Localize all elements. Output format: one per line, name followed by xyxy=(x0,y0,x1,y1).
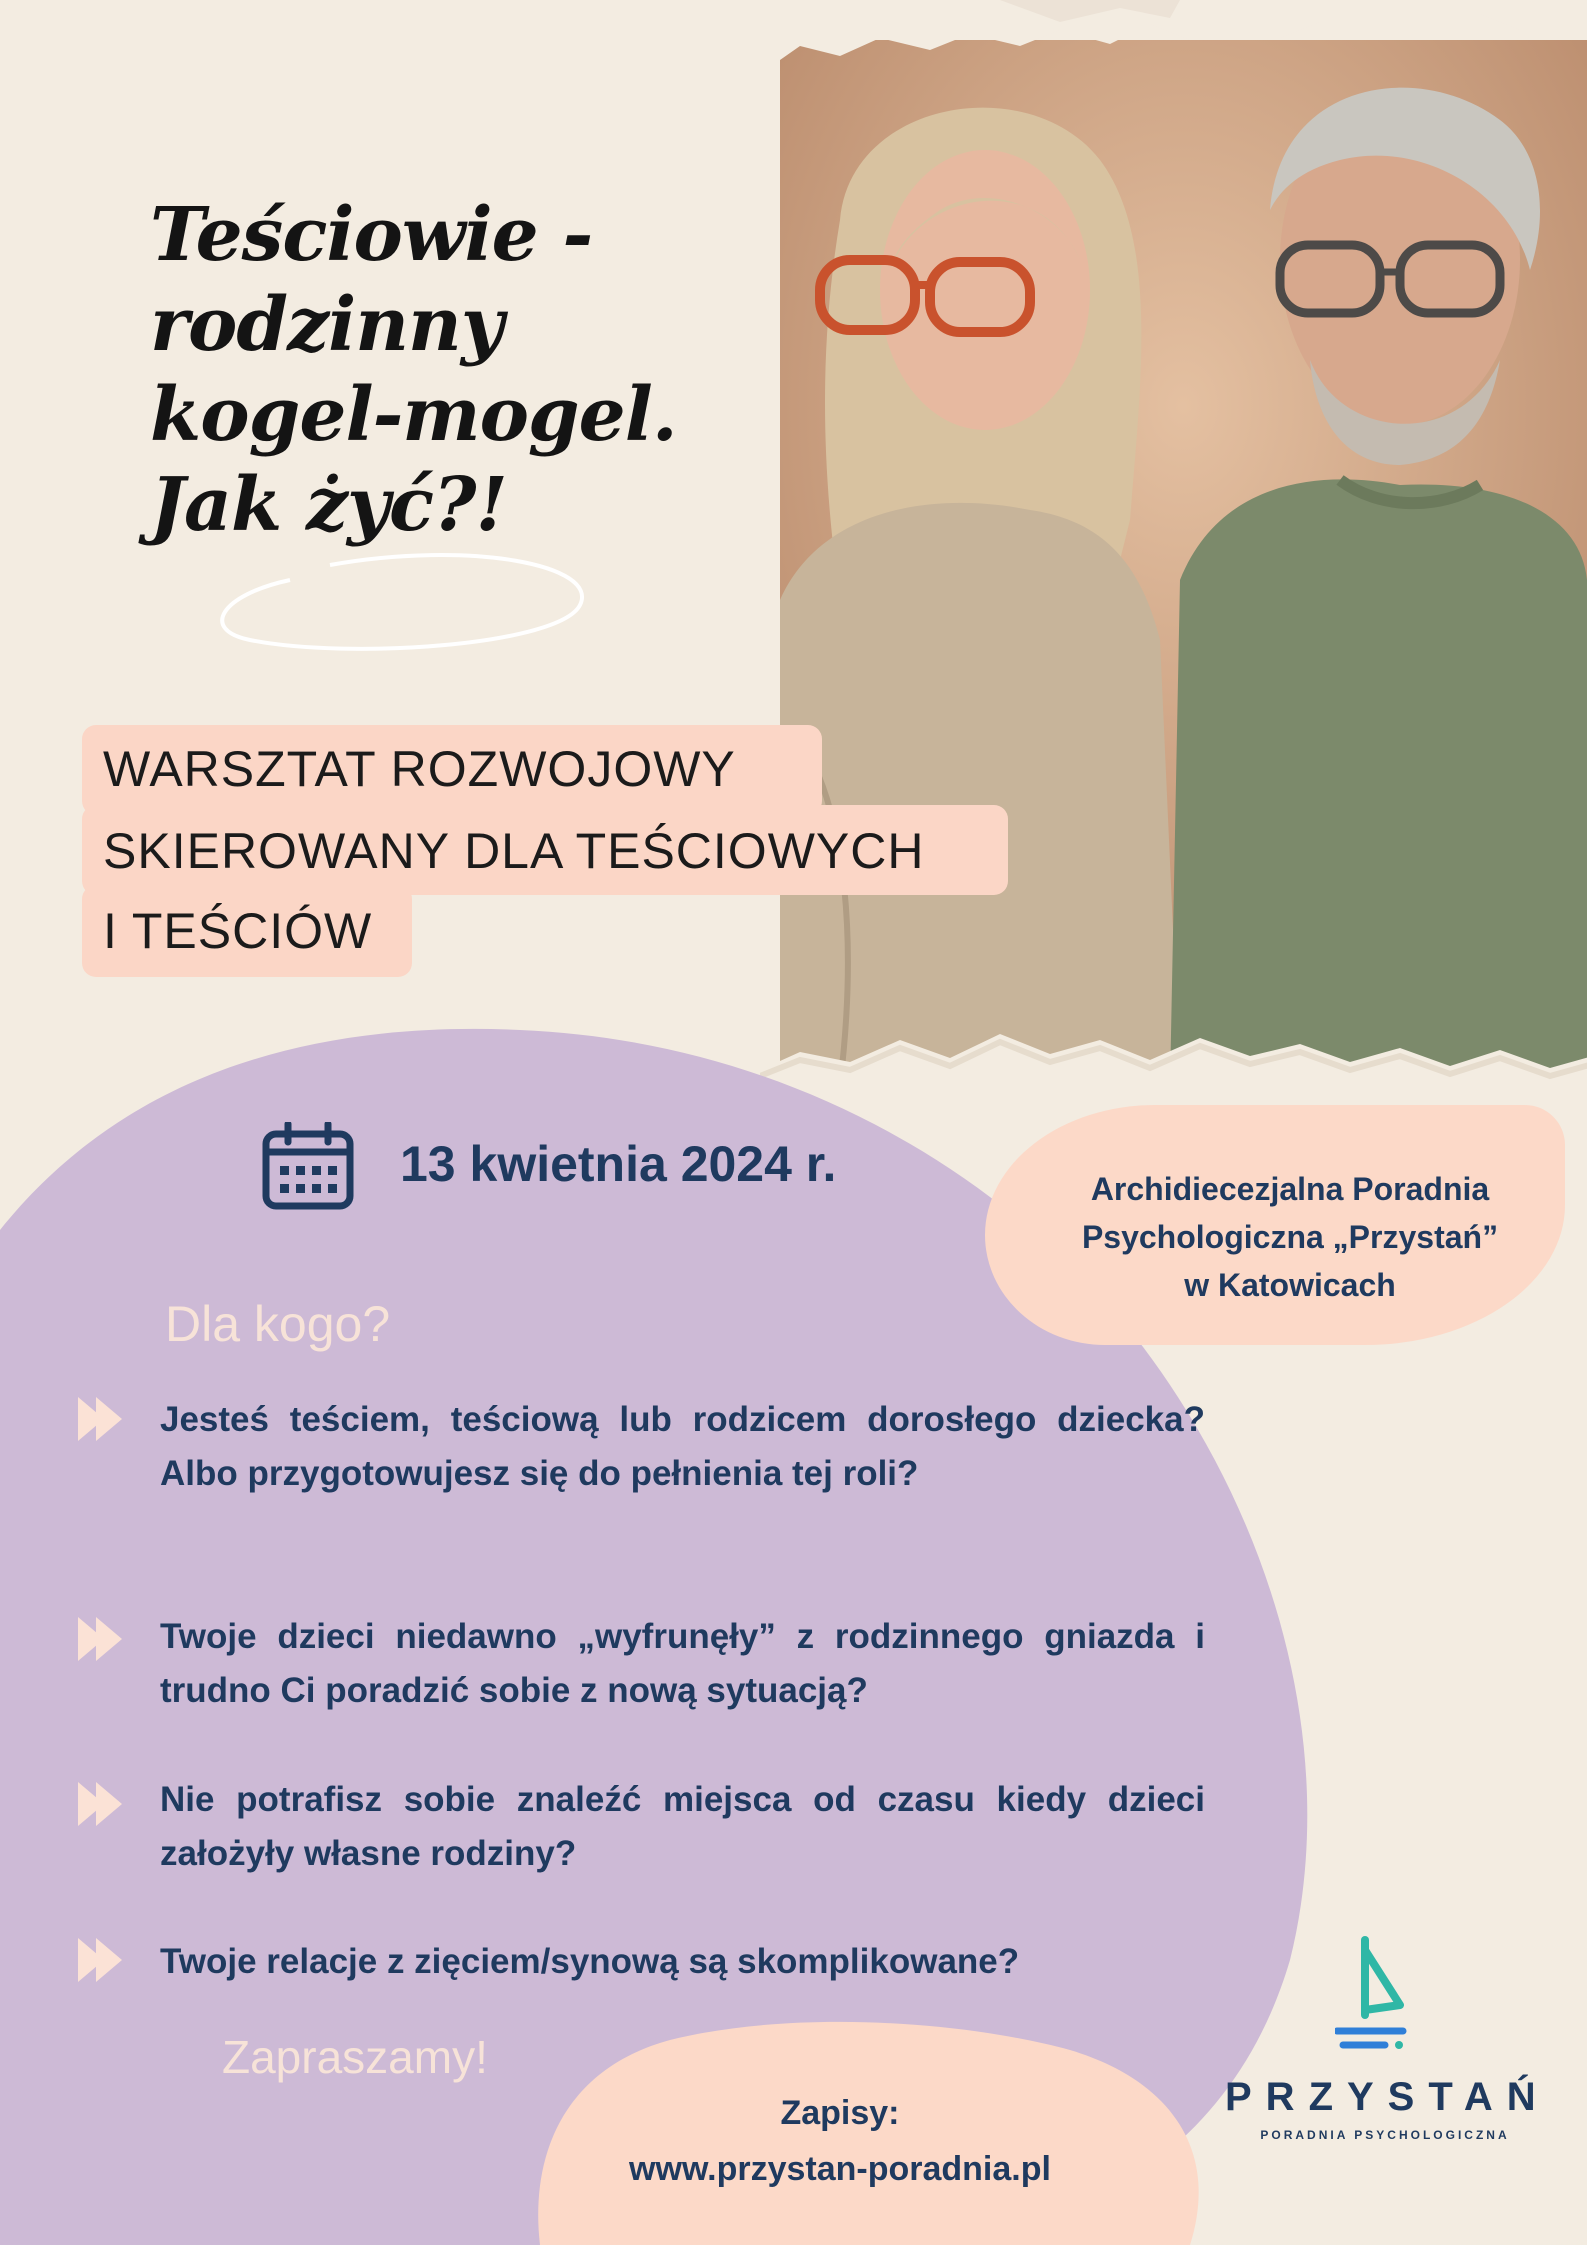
signup-label: Zapisy: xyxy=(780,2094,900,2132)
title-line: rodzinny xyxy=(150,282,503,368)
double-arrow-icon xyxy=(78,1782,128,1826)
title-line: Jak żyć?! xyxy=(150,462,507,548)
logo-name: PRZYSTAŃ xyxy=(1225,2075,1550,2119)
subtitle-line: SKIEROWANY DLA TEŚCIOWYCH xyxy=(103,823,925,879)
subtitle-line: WARSZTAT ROZWOJOWY xyxy=(103,741,736,797)
audience-item: Twoje relacje z zięciem/synową są skomplikowane? xyxy=(160,1942,1020,1981)
signup-block xyxy=(580,2085,1100,2197)
organizer-line: Archidiecezjalna Poradnia xyxy=(1090,1171,1490,1207)
double-arrow-icon xyxy=(78,1617,128,1661)
przystan-logo-icon xyxy=(1335,1935,1415,2050)
organizer-line: w Katowicach xyxy=(1184,1267,1396,1303)
swoosh-underline xyxy=(210,535,600,665)
poster-title xyxy=(150,190,710,550)
logo-tagline: PORADNIA PSYCHOLOGICZNA xyxy=(1260,2128,1510,2142)
organizer-text xyxy=(1010,1165,1570,1309)
invite-text: Zapraszamy! xyxy=(222,2031,488,2083)
double-arrow-icon xyxy=(78,1397,128,1441)
signup-link[interactable]: www.przystan-poradnia.pl xyxy=(629,2150,1051,2188)
event-date: 13 kwietnia 2024 r. xyxy=(400,1136,837,1192)
audience-heading: Dla kogo? xyxy=(165,1296,391,1352)
audience-item: Jesteś teściem, teściową lub rodzicem dorosłego dziecka? Albo przygotowujesz się do pełnienia tej roli? xyxy=(160,1400,1205,1493)
couple-photo xyxy=(780,40,1587,1085)
subtitle-line: I TEŚCIÓW xyxy=(103,903,373,959)
calendar-icon xyxy=(262,1122,354,1210)
double-arrow-icon xyxy=(78,1938,128,1982)
audience-item: Twoje dzieci niedawno „wyfrunęły” z rodzinnego gniazda i trudno Ci poradzić sobie z nową sytuacją? xyxy=(160,1617,1205,1710)
title-line: kogel-mogel. xyxy=(150,372,677,458)
title-line: Teściowie - xyxy=(150,192,593,278)
torn-paper-top xyxy=(760,0,1587,70)
audience-item: Nie potrafisz sobie znaleźć miejsca od czasu kiedy dzieci założyły własne rodziny? xyxy=(160,1780,1205,1873)
organizer-line: Psychologiczna „Przystań” xyxy=(1081,1219,1499,1255)
